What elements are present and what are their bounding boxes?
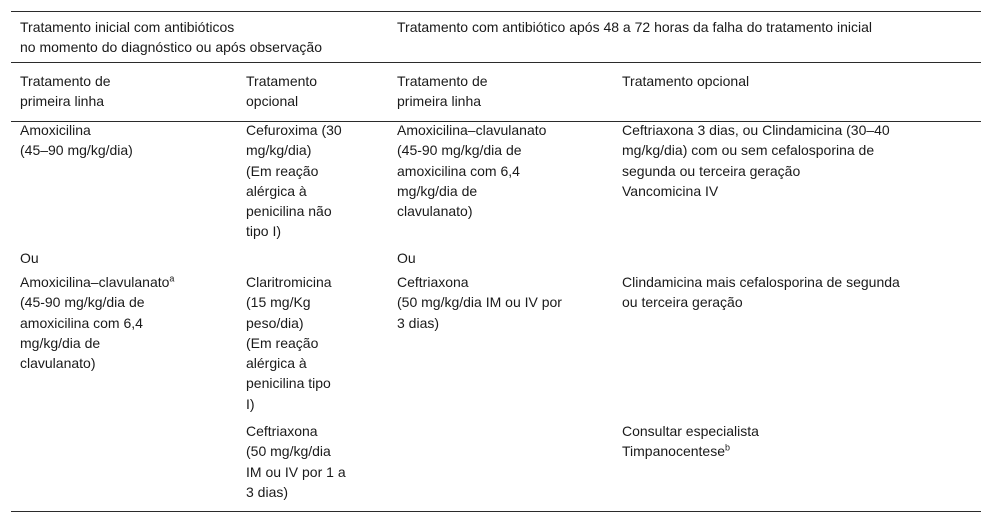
cell-line: clavulanato): [397, 203, 473, 220]
cell-line: Amoxicilina: [20, 122, 91, 138]
cell-line: alérgica à: [246, 182, 307, 199]
cell-line: Ceftriaxona 3 dias, ou Clindamicina (30–40: [622, 122, 890, 138]
cell-line: tipo I): [246, 223, 282, 240]
cell-line: mg/kg/dia de: [20, 334, 101, 351]
row1-col4: [622, 120, 890, 201]
header-group-initial: [20, 17, 322, 58]
cell-line: Consultar especialista: [622, 423, 759, 439]
cell-text: Amoxicilina–clavulanato: [20, 274, 170, 290]
cell-line: alérgica à: [246, 355, 307, 372]
bottom-rule: [11, 511, 981, 512]
subheader-line: Tratamento: [246, 73, 318, 89]
cell-line: (45-90 mg/kg/dia de: [397, 142, 522, 159]
cell-line: (45–90 mg/kg/dia): [20, 142, 133, 159]
cell-line: mg/kg/dia) com ou sem cefalosporina de: [622, 142, 875, 159]
header-rule: [11, 62, 981, 63]
cell-line: (Em reação: [246, 334, 319, 351]
row1-col2: [246, 120, 342, 242]
cell-line: Cefuroxima (30: [246, 122, 342, 138]
cell-line: amoxicilina com 6,4: [397, 162, 520, 179]
top-rule: [11, 11, 981, 12]
cell-line: IM ou IV por 1 a: [246, 463, 346, 480]
cell-line: Ceftriaxona: [246, 423, 318, 439]
cell-line: amoxicilina com 6,4: [20, 314, 143, 331]
row3-col2: [246, 421, 346, 502]
subheader-line: Tratamento de: [20, 73, 111, 89]
footnote-marker-a: a: [169, 273, 175, 284]
header-group-after-failure-line: Tratamento com antibiótico após 48 a 72 horas da falha do tratamento inicial: [397, 19, 872, 35]
cell-line: penicilina não: [246, 203, 332, 220]
cell-line: Claritromicina: [246, 274, 332, 290]
cell-line: I): [246, 395, 255, 412]
row2-col3: [397, 272, 562, 333]
cell-line: Ceftriaxona: [397, 274, 469, 290]
cell-text: Timpanocentese: [622, 443, 725, 460]
row2-col2: [246, 272, 332, 414]
cell-line: ou terceira geração: [622, 294, 743, 311]
header-group-initial-line: no momento do diagnóstico ou após observação: [20, 39, 322, 56]
subheader-col4: [622, 71, 749, 91]
cell-line: 3 dias): [246, 483, 289, 500]
footnote-marker-b: b: [724, 442, 730, 453]
subheader-col1: [20, 71, 111, 112]
cell-line: (15 mg/Kg: [246, 294, 311, 311]
row3-col4: [622, 421, 759, 462]
row2-col1: [20, 272, 174, 373]
cell-line: 3 dias): [397, 314, 440, 331]
header-group-after-failure: [397, 17, 872, 37]
cell-line: segunda ou terceira geração: [622, 162, 801, 179]
subheader-line: Tratamento de: [397, 73, 488, 89]
subheader-col3: [397, 71, 488, 112]
or-separator-col3: Ou: [397, 250, 416, 266]
subheader-line: opcional: [246, 93, 299, 110]
cell-line: mg/kg/dia de: [397, 182, 478, 199]
cell-line: peso/dia): [246, 314, 304, 331]
cell-line: (50 mg/kg/dia IM ou IV por: [397, 294, 562, 311]
row2-col4: [622, 272, 900, 313]
cell-line: (45-90 mg/kg/dia de: [20, 294, 145, 311]
cell-line: mg/kg/dia): [246, 142, 312, 159]
subheader-line: Tratamento opcional: [622, 73, 750, 89]
cell-line: [20, 272, 174, 292]
subheader-line: primeira linha: [20, 93, 105, 110]
cell-line: Clindamicina mais cefalosporina de segunda: [622, 274, 900, 290]
row1-col1: [20, 120, 133, 161]
or-separator-col1: Ou: [20, 250, 39, 266]
cell-line: [622, 441, 759, 461]
cell-line: (Em reação: [246, 162, 319, 179]
cell-line: penicilina tipo: [246, 375, 331, 392]
cell-line: clavulanato): [20, 355, 96, 372]
cell-line: (50 mg/kg/dia: [246, 443, 331, 460]
cell-line: Amoxicilina–clavulanato: [397, 122, 547, 138]
subheader-line: primeira linha: [397, 93, 482, 110]
cell-line: Vancomicina IV: [622, 182, 719, 199]
row1-col3: [397, 120, 546, 221]
subheader-col2: [246, 71, 317, 112]
header-group-initial-line: Tratamento inicial com antibióticos: [20, 19, 235, 35]
